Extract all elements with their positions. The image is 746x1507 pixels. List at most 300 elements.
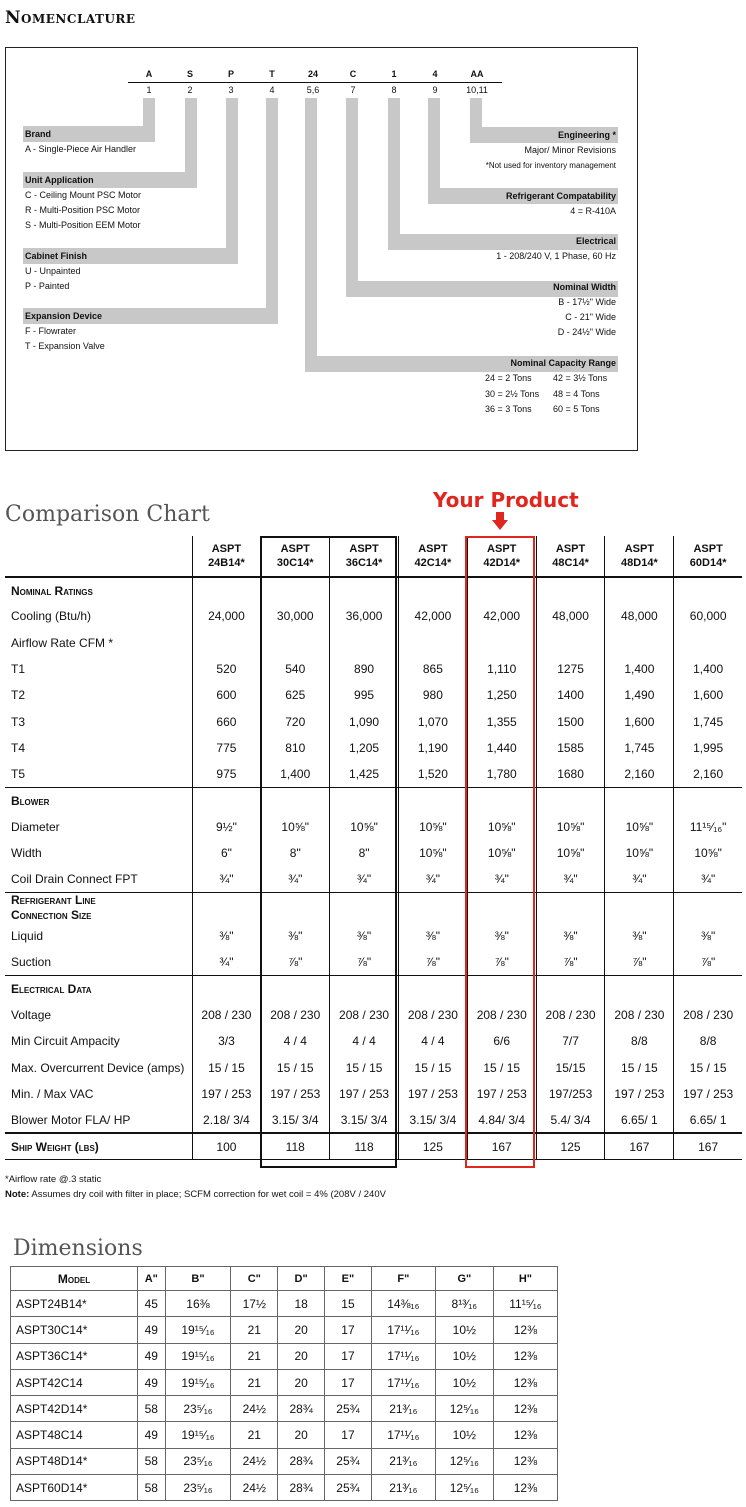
row-label: T1 [11,662,26,677]
comparison-notes [5,1172,386,1202]
your-product-label: Your Product [433,488,579,512]
table-cell: 125 [536,1133,605,1159]
brand-heading: Brand [25,129,52,139]
table-cell [605,893,674,924]
table-cell: 890 [330,656,399,682]
capacity-item: 36 = 3 Tons [485,404,532,414]
table-cell: 208 / 230 [398,1002,467,1028]
table-cell: ⅞" [398,949,467,975]
model-header: ASPT 48D14* [605,536,674,577]
model-cell: ASPT48D14* [11,1448,138,1474]
table-cell: 975 [192,761,261,787]
table-cell: 810 [261,735,330,761]
table-cell: 1,745 [605,735,674,761]
row-label: Liquid [11,929,44,944]
connector-bar [266,98,278,308]
dimension-cell: 12⅜ [493,1396,557,1422]
table-cell: 3.15/ 3/4 [261,1107,330,1133]
table-cell: 6" [192,840,261,866]
airflow-note: *Airflow rate @.3 static [5,1174,102,1185]
table-cell [536,630,605,656]
dimension-cell: 45 [138,1291,166,1317]
table-cell: 208 / 230 [261,1002,330,1028]
table-cell: 24,000 [192,603,261,629]
dimension-cell: 10½ [435,1317,493,1343]
table-cell [192,893,261,924]
model-header: ASPT 42C14* [398,536,467,577]
table-cell: 42,000 [467,603,536,629]
dimension-cell: 21 [231,1343,278,1369]
table-row [5,735,742,761]
table-cell: 15/15 [536,1055,605,1081]
row-label: T2 [11,688,26,703]
table-cell [192,976,261,1002]
table-cell [192,787,261,813]
table-cell: 10⅝" [467,814,536,840]
dimension-cell: 12⁵⁄₁₆ [435,1396,493,1422]
dimensions-title: Dimensions [13,1236,143,1261]
header-blank [5,536,192,577]
dimension-header: F" [371,1267,435,1291]
expansion-device-block [25,309,105,354]
code-position: 2 [187,85,193,95]
table-cell: 15 / 15 [605,1055,674,1081]
table-cell: 1,190 [398,735,467,761]
table-cell: 208 / 230 [605,1002,674,1028]
table-cell: 3.15/ 3/4 [398,1107,467,1133]
model-cell: ASPT60D14* [11,1475,138,1501]
table-cell: 167 [605,1133,674,1159]
expansion-device-line: F - Flowrater [25,326,77,336]
dimension-cell: 28¾ [278,1396,325,1422]
table-cell: 625 [261,682,330,708]
table-cell: 520 [192,656,261,682]
ship-weight-label: Ship Weight (lbs) [5,1133,192,1159]
table-cell [398,787,467,813]
dimension-cell: 8¹³⁄₁₆ [435,1291,493,1317]
table-row [5,603,742,629]
dimension-cell: 17 [325,1343,372,1369]
table-cell [398,976,467,1002]
model-header: ASPT 30C14* [261,536,330,577]
dimension-cell: 17½ [231,1291,278,1317]
row-label: T5 [11,766,26,781]
table-cell: 4 / 4 [398,1028,467,1054]
refrigerant-block [506,189,616,219]
dimension-cell: 12⅜ [493,1317,557,1343]
row-label: Width [11,846,42,861]
table-row [5,1028,742,1054]
dimension-cell: 21³⁄₁₆ [371,1396,435,1422]
dimension-cell: 16⅜ [165,1291,231,1317]
dimension-cell: 19¹⁵⁄₁₆ [165,1369,231,1395]
table-cell [192,630,261,656]
table-cell: ⅜" [330,923,399,949]
electrical-line: 1 - 208/240 V, 1 Phase, 60 Hz [496,251,616,261]
table-cell: 167 [467,1133,536,1159]
table-cell: 197 / 253 [467,1081,536,1107]
table-cell: 1,355 [467,708,536,734]
table-cell: ¾" [192,949,261,975]
connector-bar [305,98,317,356]
table-cell: 208 / 230 [536,1002,605,1028]
dimension-cell: 17 [325,1369,372,1395]
model-cell: ASPT36C14* [11,1343,138,1369]
table-cell: 197 / 253 [605,1081,674,1107]
table-row [11,1343,558,1369]
table-cell: ⅞" [536,949,605,975]
table-cell: 15 / 15 [398,1055,467,1081]
table-cell: 1,745 [674,708,742,734]
table-cell: 48,000 [536,603,605,629]
table-cell: 1,400 [261,761,330,787]
table-row [5,761,742,787]
table-cell [261,976,330,1002]
section-heading: Nominal Ratings [5,577,192,603]
nominal-width-heading: Nominal Width [553,282,616,292]
capacity-heading-block [510,356,616,371]
table-cell: 10⅝" [398,814,467,840]
table-row [5,923,742,949]
table-cell [605,787,674,813]
nominal-width-line: B - 17½" Wide [558,297,616,307]
table-cell: ¾" [398,866,467,892]
model-cell: ASPT24B14* [11,1291,138,1317]
row-label: Suction [11,955,52,970]
table-cell [674,893,742,924]
table-cell: 1,070 [398,708,467,734]
table-cell: 1,600 [605,708,674,734]
table-cell: 660 [192,708,261,734]
dimension-cell: 21³⁄₁₆ [371,1448,435,1474]
wet-coil-note: Note: Assumes dry coil with filter in place; SCFM correction for wet coil = 4% (208V / 240V [5,1189,386,1200]
table-cell [261,630,330,656]
table-cell: ¾" [261,866,330,892]
dimension-cell: 19¹⁵⁄₁₆ [165,1317,231,1343]
table-cell: 5.4/ 3/4 [536,1107,605,1133]
dimension-cell: 58 [138,1396,166,1422]
table-cell: 10⅝" [330,814,399,840]
dimension-cell: 49 [138,1343,166,1369]
electrical-block [496,234,616,264]
dimension-cell: 20 [278,1369,325,1395]
table-row [5,1107,742,1133]
table-cell: 8/8 [605,1028,674,1054]
row-label: Coil Drain Connect FPT [11,872,138,887]
unit-application-heading: Unit Application [25,175,94,185]
table-row [5,630,742,656]
row-label: Airflow Rate CFM * [11,635,114,650]
cabinet-finish-heading: Cabinet Finish [25,251,88,261]
table-cell: 1585 [536,735,605,761]
table-cell: 15 / 15 [674,1055,742,1081]
dimension-cell: 17¹¹⁄₁₆ [371,1369,435,1395]
code-position: 4 [269,85,275,95]
dimension-header: H" [493,1267,557,1291]
dimension-cell: 12⅜ [493,1475,557,1501]
table-cell: 8" [261,840,330,866]
refrigerant-heading: Refrigerant Compatability [505,191,616,201]
table-cell [674,976,742,1002]
table-cell: 1,995 [674,735,742,761]
table-cell: 980 [398,682,467,708]
table-cell: 540 [261,656,330,682]
table-cell [467,893,536,924]
dimension-header: A" [138,1267,166,1291]
code-position: 8 [391,85,397,95]
table-cell: ⅜" [674,923,742,949]
table-cell: 1,600 [674,682,742,708]
table-cell: 10⅝" [536,840,605,866]
code-letter: S [186,69,193,79]
table-cell: ¾" [674,866,742,892]
table-cell: ⅜" [605,923,674,949]
row-label: Diameter [11,819,60,834]
dimension-cell: 28¾ [278,1475,325,1501]
dimension-cell: 49 [138,1369,166,1395]
table-cell: 118 [330,1133,399,1159]
row-label: T4 [11,740,26,755]
table-cell: ¾" [192,866,261,892]
code-position: 5,6 [306,85,320,95]
table-row [5,682,742,708]
dimension-cell: 21 [231,1369,278,1395]
table-cell: 2,160 [674,761,742,787]
table-cell: 48,000 [605,603,674,629]
model-cell: ASPT42D14* [11,1396,138,1422]
row-label: T3 [11,714,26,729]
dimension-cell: 21³⁄₁₆ [371,1475,435,1501]
row-label: Cooling (Btu/h) [11,609,92,624]
table-cell [536,893,605,924]
table-cell: ⅞" [261,949,330,975]
table-cell: 9½" [192,814,261,840]
dimension-cell: 23⁵⁄₁₆ [165,1396,231,1422]
model-header: ASPT 60D14* [674,536,742,577]
model-code-underline [128,82,502,83]
table-cell: ¾" [536,866,605,892]
dimension-cell: 20 [278,1343,325,1369]
table-cell: 208 / 230 [674,1002,742,1028]
table-row [5,1081,742,1107]
dimension-cell: 24½ [231,1448,278,1474]
table-cell: 6.65/ 1 [605,1107,674,1133]
table-cell: 11¹⁵⁄₁₆" [674,814,742,840]
dimension-cell: 17 [325,1422,372,1448]
nominal-width-line: D - 24½" Wide [557,327,616,337]
dimension-header: D" [278,1267,325,1291]
table-row [5,577,742,603]
table-cell: 15 / 15 [467,1055,536,1081]
dimension-cell: 25¾ [325,1475,372,1501]
table-cell: 30,000 [261,603,330,629]
capacity-heading: Nominal Capacity Range [510,358,616,368]
table-cell: ⅜" [192,923,261,949]
table-cell: 15 / 15 [192,1055,261,1081]
dimension-cell: 23⁵⁄₁₆ [165,1475,231,1501]
connector-bar [143,98,155,126]
table-cell: 208 / 230 [192,1002,261,1028]
table-cell: 100 [192,1133,261,1159]
table-cell [467,976,536,1002]
dimension-cell: 19¹⁵⁄₁₆ [165,1422,231,1448]
table-row [5,1002,742,1028]
dimension-cell: 58 [138,1475,166,1501]
table-cell: 8/8 [674,1028,742,1054]
table-cell: ⅜" [398,923,467,949]
table-row [5,1055,742,1081]
table-cell [674,787,742,813]
table-cell: 1275 [536,656,605,682]
section-heading: Electrical Data [5,976,192,1002]
code-position: 9 [432,85,438,95]
connector-bar [346,98,358,281]
table-cell: ¾" [330,866,399,892]
dimension-cell: 17¹¹⁄₁₆ [371,1317,435,1343]
table-cell: 1,110 [467,656,536,682]
table-cell: 197 / 253 [398,1081,467,1107]
unit-application-line: R - Multi-Position PSC Motor [25,205,141,215]
table-cell: ⅜" [467,923,536,949]
comparison-title: Comparison Chart [5,502,210,527]
table-cell: 4 / 4 [261,1028,330,1054]
dimension-cell: 21 [231,1422,278,1448]
table-row [5,787,742,813]
brand-line: A - Single-Piece Air Handler [25,144,137,154]
table-row [11,1317,558,1343]
table-row [5,814,742,840]
table-cell [605,577,674,603]
table-row [11,1475,558,1501]
dimension-cell: 12⁵⁄₁₆ [435,1448,493,1474]
table-cell: ⅞" [467,949,536,975]
table-cell: 6.65/ 1 [674,1107,742,1133]
table-cell: 15 / 15 [261,1055,330,1081]
table-cell: ⅜" [536,923,605,949]
table-row [11,1369,558,1395]
dimension-cell: 12⅜ [493,1422,557,1448]
capacity-grid [485,371,621,418]
table-cell [536,976,605,1002]
table-row [5,840,742,866]
table-cell [674,630,742,656]
dimension-cell: 14⅜₁₆ [371,1291,435,1317]
capacity-item: 24 = 2 Tons [485,373,532,383]
row-label: Min Circuit Ampacity [11,1034,120,1049]
brand-block [25,127,136,157]
table-cell: 208 / 230 [467,1002,536,1028]
dimension-header: B" [165,1267,231,1291]
dimension-cell: 25¾ [325,1396,372,1422]
engineering-heading: Engineering * [557,130,616,140]
cabinet-finish-block [25,249,87,294]
dimensions-table [10,1266,558,1501]
engineering-line: Major/ Minor Revisions [524,145,616,155]
table-cell: 1,780 [467,761,536,787]
expansion-device-line: T - Expansion Valve [25,341,105,351]
table-cell: 1400 [536,682,605,708]
dimension-cell: 11¹⁵⁄₁₆ [493,1291,557,1317]
dimension-header: G" [435,1267,493,1291]
dimension-cell: 12⅜ [493,1343,557,1369]
nomenclature-title: Nomenclature [5,8,136,28]
code-position: 7 [350,85,356,95]
table-row [11,1396,558,1422]
table-cell [192,577,261,603]
table-cell [261,893,330,924]
table-cell [605,976,674,1002]
table-cell: 4 / 4 [330,1028,399,1054]
model-cell: ASPT30C14* [11,1317,138,1343]
table-cell: 1,090 [330,708,399,734]
table-cell: ⅞" [674,949,742,975]
table-row [5,893,742,924]
row-label: Max. Overcurrent Device (amps) [11,1060,185,1075]
model-header: ASPT 48C14* [536,536,605,577]
unit-application-line: C - Ceiling Mount PSC Motor [25,190,142,200]
table-cell: 125 [398,1133,467,1159]
row-label: Blower Motor FLA/ HP [11,1112,131,1127]
table-cell [330,577,399,603]
code-position: 10,11 [466,85,488,95]
electrical-heading: Electrical [575,236,616,246]
dimension-cell: 49 [138,1422,166,1448]
table-cell: 775 [192,735,261,761]
table-row [11,1422,558,1448]
row-label: Voltage [11,1008,52,1023]
table-cell: 208 / 230 [330,1002,399,1028]
table-cell: 1,440 [467,735,536,761]
table-cell [330,630,399,656]
connector-bar [226,98,238,248]
table-cell: 1680 [536,761,605,787]
table-cell: 1500 [536,708,605,734]
code-letter: 4 [432,69,438,79]
dimension-cell: 17¹¹⁄₁₆ [371,1422,435,1448]
dimension-cell: 18 [278,1291,325,1317]
table-row [5,708,742,734]
table-cell: 600 [192,682,261,708]
expansion-device-heading: Expansion Device [25,311,103,321]
arrow-down-icon [492,512,508,530]
table-row [5,949,742,975]
table-cell: 1,205 [330,735,399,761]
table-cell [605,630,674,656]
table-cell: ⅞" [330,949,399,975]
table-cell: 197 / 253 [674,1081,742,1107]
model-header: ASPT 42D14* [467,536,536,577]
table-cell [330,976,399,1002]
table-cell: 2,160 [605,761,674,787]
table-cell: 7/7 [536,1028,605,1054]
refrigerant-line: 4 = R-410A [570,206,616,216]
nominal-width-block [553,280,616,340]
capacity-item: 30 = 2½ Tons [485,388,540,399]
table-cell: 1,400 [605,656,674,682]
dimension-cell: 12⅜ [493,1369,557,1395]
dimension-cell: 20 [278,1422,325,1448]
dimension-cell: 10½ [435,1343,493,1369]
table-cell [261,787,330,813]
table-cell: 197 / 253 [192,1081,261,1107]
table-cell: 10⅝" [467,840,536,866]
dimension-cell: 17 [325,1317,372,1343]
dimension-cell: 17¹¹⁄₁₆ [371,1343,435,1369]
section-heading: Refrigerant Line Connection Size [5,893,192,924]
capacity-item: 42 = 3½ Tons [553,373,608,383]
model-header: ASPT 24B14* [192,536,261,577]
unit-application-block [25,173,141,233]
